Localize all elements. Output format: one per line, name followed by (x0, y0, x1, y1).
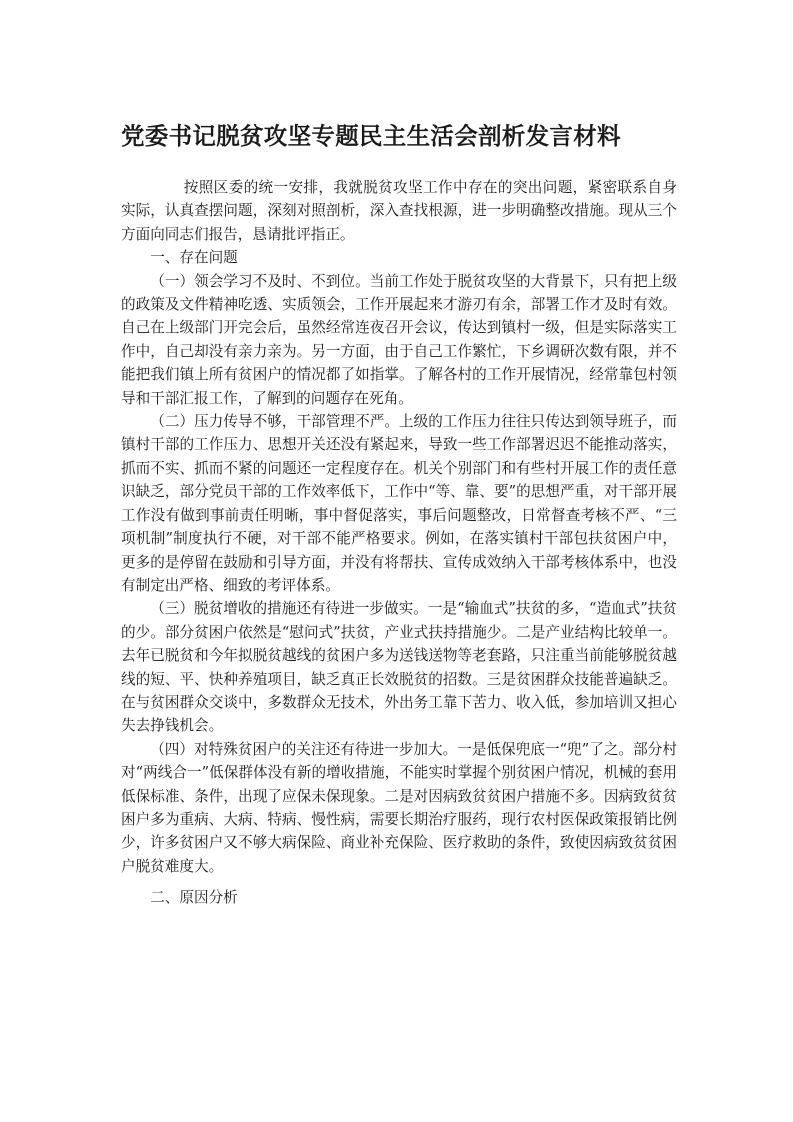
document-page (121, 118, 677, 910)
section-heading-analysis: 二、原因分析 (150, 889, 238, 907)
paragraph-problem-4: （四）对特殊贫困户的关注还有待进一步加大。一是低保兜底一“兜”了之。部分村对“两线合一”低保群体没有新的增收措施，不能实时掌握个别贫困户情况，机械的套用低保标准、条件，出现了应保未保现象。二是对因病致贫贫困户措施不多。因病致贫贫困户多为重病、大病、特病、慢性病，需要长期治疗服药，现行农村医保政策报销比例少，许多贫困户又不够大病保险、商业补充保险、医疗救助的条件，致使因病致贫贫困户脱贫难度大。 (121, 740, 677, 875)
paragraph-problem-1: （一）领会学习不及时、不到位。当前工作处于脱贫攻坚的大背景下，只有把上级的政策及文件精神吃透、实质领会，工作开展起来才游刃有余，部署工作才及时有效。自己在上级部门开完会后，虽然经常连夜召开会议，传达到镇村一级，但是实际落实工作中，自己却没有亲力亲为。另一方面，由于自己工作繁忙，下乡调研次数有限，并不能把我们镇上所有贫困户的情况都了如指掌。了解各村的工作开展情况，经常靠包村领导和干部汇报工作，了解到的问题存在死角。 (121, 272, 677, 407)
paragraph-problem-3: （三）脱贫增收的措施还有待进一步做实。一是“输血式”扶贫的多，“造血式”扶贫的少。部分贫困户依然是“慰问式”扶贫，产业式扶持措施少。二是产业结构比较单一。去年已脱贫和今年拟脱贫越线的贫困户多为送钱送物等老套路，只注重当前能够脱贫越线的短、平、快种养殖项目，缺乏真正长效脱贫的招数。三是贫困群众技能普遍缺乏。在与贫困群众交谈中，多数群众无技术，外出务工靠下苦力、收入低，参加培训又担心失去挣钱机会。 (121, 600, 677, 735)
paragraph-problem-2: （二）压力传导不够，干部管理不严。上级的工作压力往往只传达到领导班子，而镇村干部的工作压力、思想开关还没有紧起来，导致一些工作部署迟迟不能推动落实，抓而不实、抓而不紧的问题还一定程度存在。机关个别部门和有些村开展工作的责任意识缺乏，部分党员干部的工作效率低下，工作中“等、靠、要”的思想严重，对干部开展工作没有做到事前责任明晰，事中督促落实，事后问题整改，日常督查考核不严、“三项机制”制度执行不硬，对干部不能严格要求。例如，在落实镇村干部包扶贫困户中，更多的是停留在鼓励和引导方面，并没有将帮扶、宣传成效纳入干部考核体系中，也没有制定出严格、细致的考评体系。 (121, 413, 677, 594)
intro-paragraph: 按照区委的统一安排，我就脱贫攻坚工作中存在的突出问题，紧密联系自身实际，认真查摆问题，深刻对照剖析，深入查找根源，进一步明确整改措施。现从三个方面向同志们报告，恳请批评指正。 (121, 179, 677, 243)
section-heading-problems: 一、存在问题 (150, 249, 238, 267)
document-title: 党委书记脱贫攻坚专题民主生活会剖析发言材料 (121, 122, 621, 150)
